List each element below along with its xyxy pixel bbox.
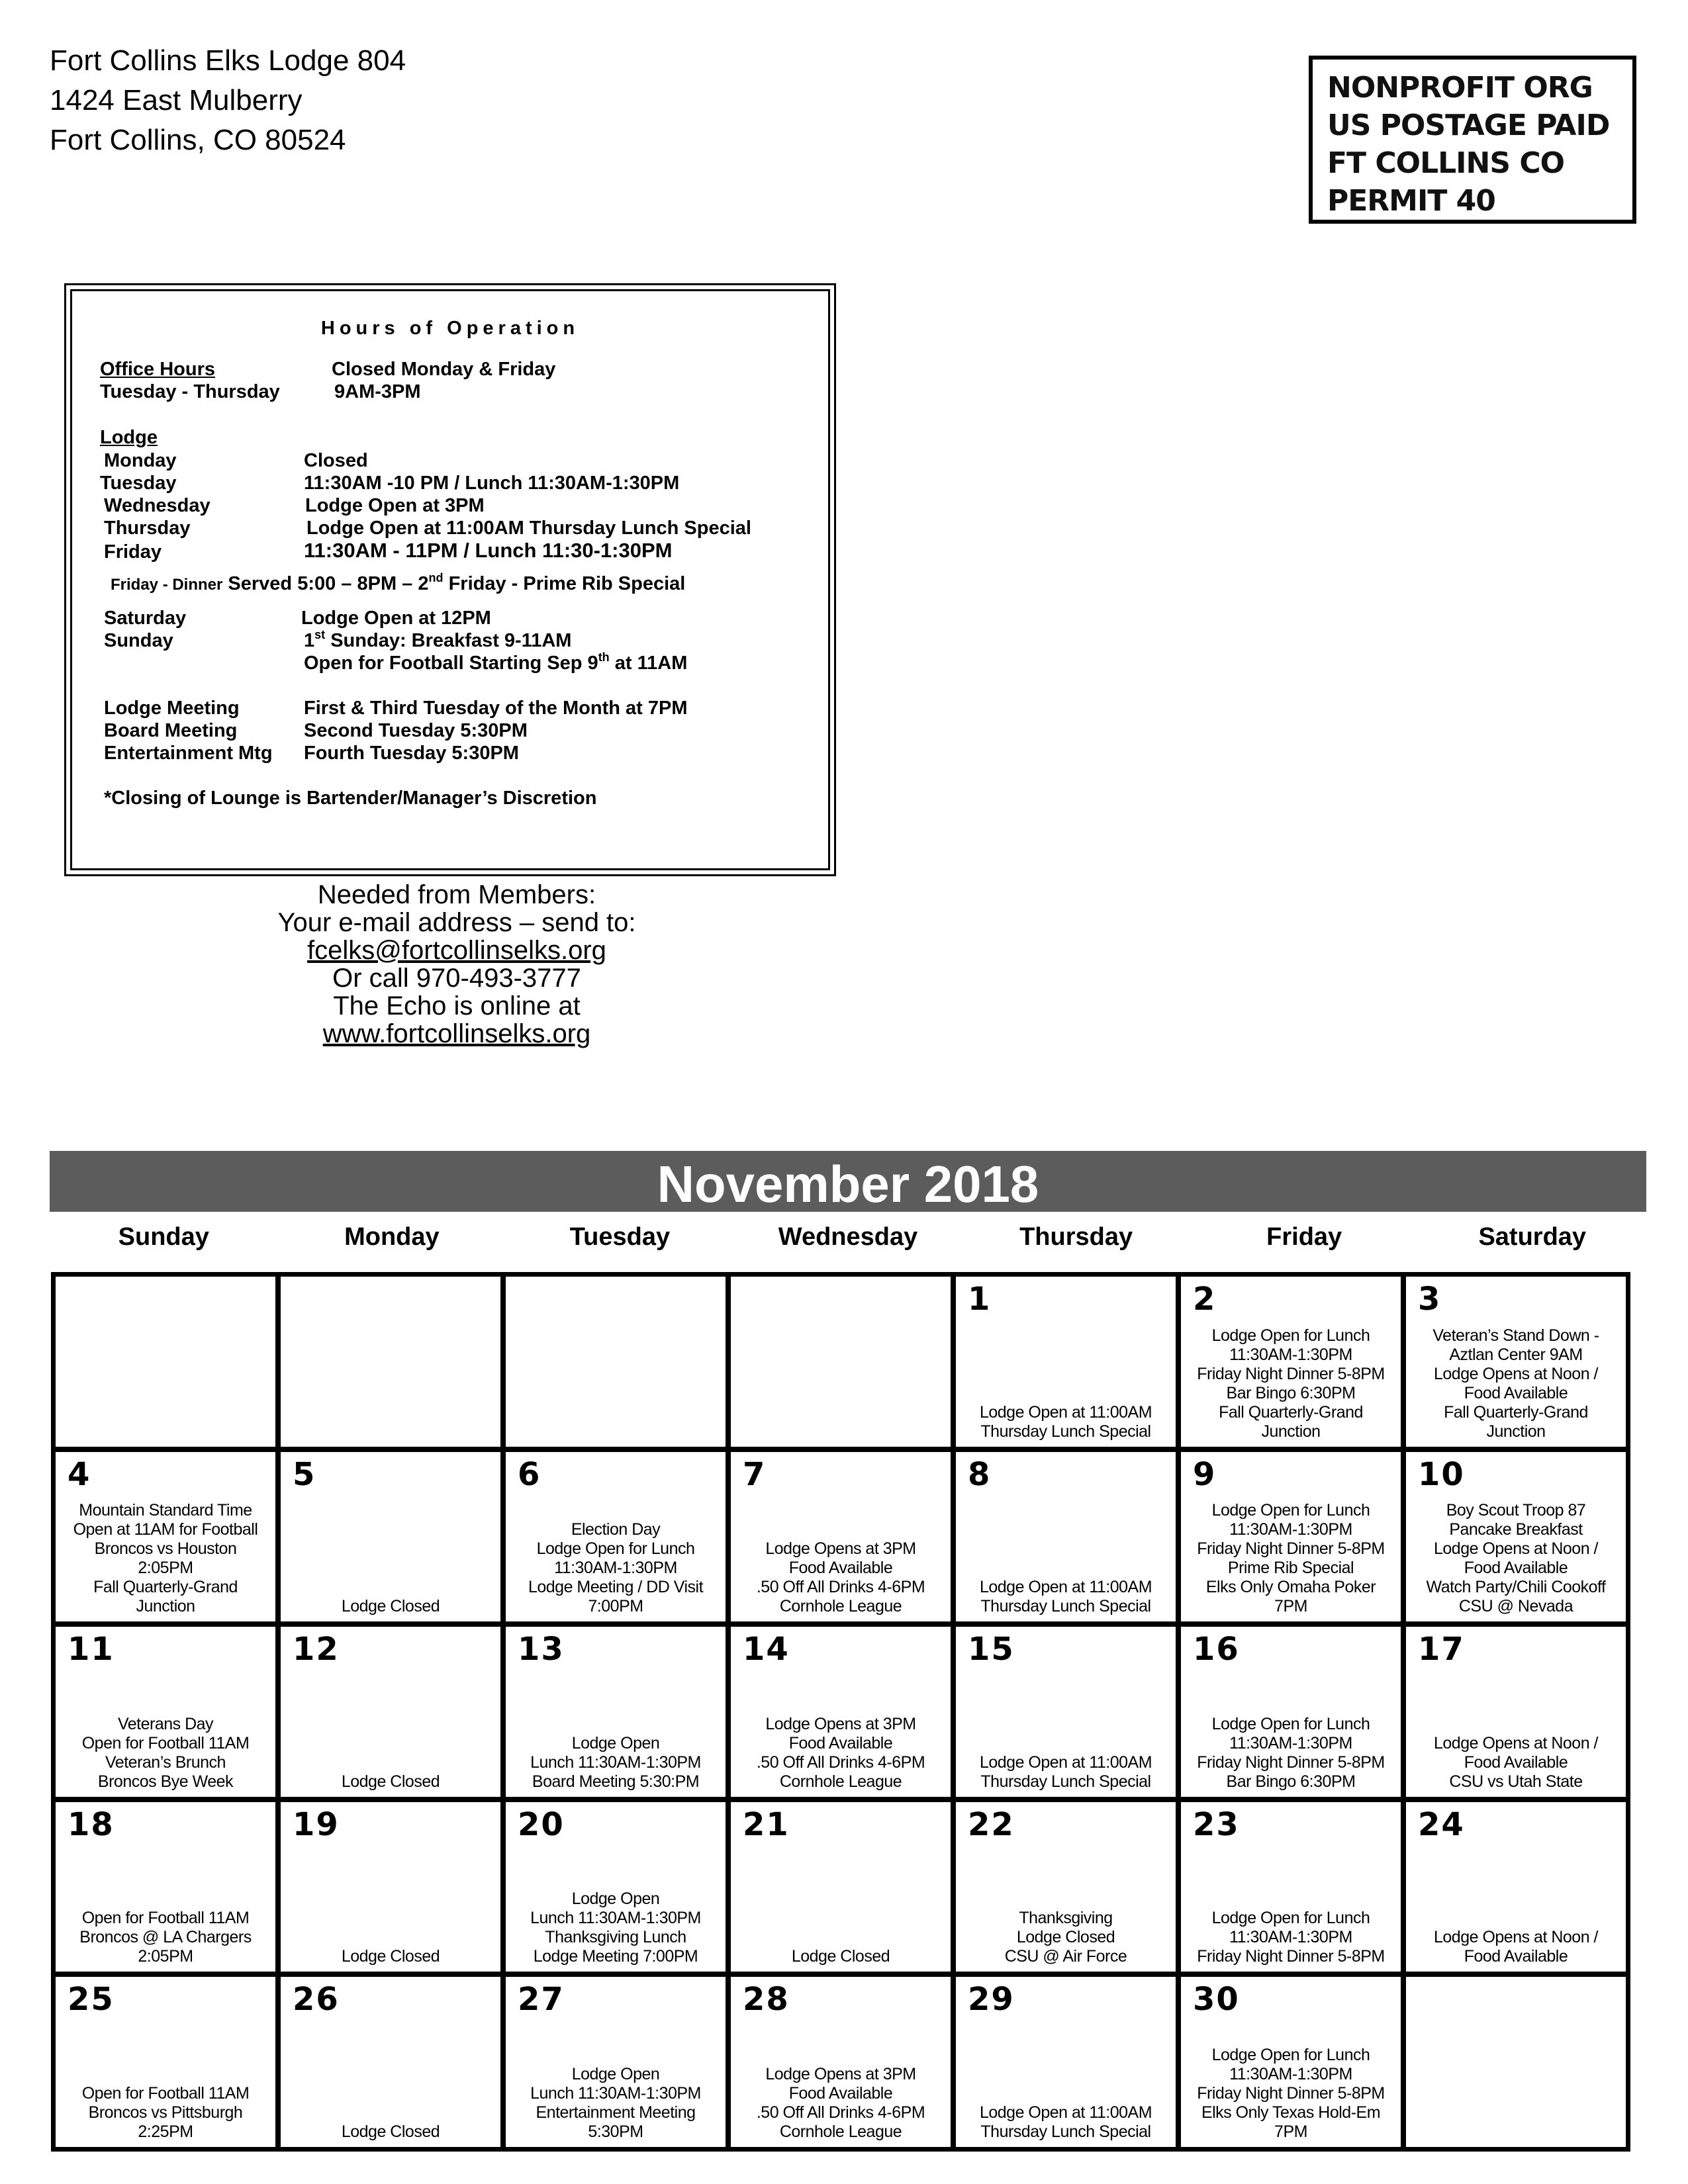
- event-line: Lodge Closed: [1016, 1928, 1115, 1947]
- friday-dinner-special: Friday - Prime Rib Special: [448, 573, 686, 594]
- day-events: [1407, 1326, 1624, 1441]
- day-number: 16: [1193, 1631, 1240, 1668]
- office-time: 9AM-3PM: [334, 381, 421, 402]
- calendar-day-cell: [503, 1624, 728, 1799]
- event-line: Food Available: [1464, 1383, 1568, 1402]
- calendar-day-cell: [278, 1799, 503, 1975]
- event-line: 5:30PM: [588, 2122, 643, 2141]
- event-line: Bar Bingo 6:30PM: [1226, 1383, 1356, 1402]
- day-events: [1182, 1715, 1399, 1792]
- day-events: [1182, 2046, 1399, 2142]
- event-line: 11:30AM-1:30PM: [1229, 2065, 1352, 2083]
- event-line: 11:30AM-1:30PM: [1229, 1520, 1352, 1539]
- dow-sunday: Sunday: [118, 1223, 209, 1251]
- day-number: 13: [518, 1631, 565, 1668]
- event-line: Fall Quarterly-Grand: [1444, 1402, 1588, 1422]
- event-line: Open at 11AM for Football: [73, 1520, 258, 1539]
- sunday-label: Sunday: [104, 630, 173, 651]
- event-line: 7PM: [1274, 1597, 1307, 1616]
- event-line: Lodge Open at 11:00AM: [979, 1578, 1152, 1597]
- day-events: [57, 1501, 274, 1616]
- calendar-day-cell: [1178, 1974, 1403, 2150]
- calendar-day-cell: [503, 1449, 728, 1625]
- event-line: Lodge Open for Lunch: [1211, 1909, 1370, 1928]
- event-line: Lodge Opens at Noon /: [1433, 1364, 1599, 1383]
- event-line: Entertainment Meeting: [536, 2103, 696, 2122]
- monday-label: Monday: [104, 450, 177, 471]
- event-line: Cornhole League: [779, 1772, 902, 1791]
- sunday-hours: [304, 630, 571, 652]
- event-line: Lodge Closed: [341, 2122, 440, 2141]
- office-closed-days: Closed Monday & Friday: [332, 359, 556, 380]
- calendar-day-cell: [953, 1974, 1178, 2150]
- event-line: Thursday Lunch Special: [980, 1597, 1151, 1616]
- day-number: 30: [1193, 1981, 1240, 2019]
- day-number: 27: [518, 1981, 565, 2019]
- friday-dinner-line: [111, 573, 685, 595]
- event-line: Friday Night Dinner 5-8PM: [1197, 2084, 1385, 2103]
- event-line: Boy Scout Troop 87: [1446, 1501, 1586, 1520]
- calendar-day-cell: [1403, 1274, 1628, 1449]
- event-line: CSU @ Air Force: [1004, 1947, 1127, 1966]
- event-line: Lodge Opens at 3PM: [765, 2065, 916, 2083]
- wednesday-hours: Lodge Open at 3PM: [305, 495, 485, 516]
- calendar-day-cell: [278, 1449, 503, 1625]
- event-line: Watch Party/Chili Cookoff: [1426, 1578, 1606, 1597]
- calendar-day-cell: [728, 1449, 953, 1625]
- event-line: Lodge Open: [571, 1889, 660, 1909]
- calendar-day-cell: [53, 1974, 278, 2150]
- event-line: Thanksgiving Lunch: [545, 1928, 686, 1947]
- contact-line-5: The Echo is online at: [333, 991, 581, 1021]
- event-line: Food Available: [1464, 1559, 1568, 1578]
- event-line: 11:30AM-1:30PM: [554, 1559, 677, 1578]
- event-line: Veteran’s Stand Down -: [1432, 1326, 1599, 1345]
- day-events: [282, 1597, 499, 1616]
- day-events: [957, 1909, 1174, 1966]
- day-events: [57, 2084, 274, 2142]
- day-number: 12: [293, 1631, 340, 1668]
- day-number: 21: [743, 1805, 790, 1843]
- day-events: [732, 1539, 949, 1616]
- event-line: Lodge Opens at Noon /: [1433, 1539, 1599, 1559]
- days-of-week-header: [50, 1218, 1646, 1255]
- calendar-day-cell: [53, 1624, 278, 1799]
- board-meeting-time: Second Tuesday 5:30PM: [304, 720, 528, 741]
- day-number: 25: [68, 1981, 115, 2019]
- tuesday-hours: 11:30AM -10 PM / Lunch 11:30AM-1:30PM: [304, 473, 680, 494]
- postage-line-1: NONPROFIT ORG: [1327, 71, 1593, 105]
- day-events: [57, 1909, 274, 1966]
- calendar-day-cell: [1403, 1449, 1628, 1625]
- event-line: Lunch 11:30AM-1:30PM: [530, 1752, 701, 1772]
- day-number: 1: [968, 1281, 992, 1318]
- event-line: 7PM: [1274, 2122, 1307, 2141]
- wednesday-label: Wednesday: [104, 495, 211, 516]
- event-line: Lodge Opens at Noon /: [1433, 1928, 1599, 1947]
- calendar-title: November 2018: [50, 1151, 1646, 1212]
- day-events: [282, 1772, 499, 1792]
- contact-phone: Or call 970-493-3777: [332, 964, 581, 993]
- event-line: 7:00PM: [588, 1597, 643, 1616]
- office-days: Tuesday - Thursday: [100, 381, 280, 402]
- contact-line-2: Your e-mail address – send to:: [277, 908, 636, 937]
- event-line: Open for Football 11AM: [81, 1733, 250, 1752]
- day-number: 7: [743, 1455, 767, 1493]
- event-line: 2:05PM: [138, 1947, 193, 1966]
- event-line: Lunch 11:30AM-1:30PM: [530, 1909, 701, 1928]
- day-events: [1407, 1928, 1624, 1966]
- day-number: 14: [743, 1631, 790, 1668]
- event-line: Lodge Open at 11:00AM: [979, 2103, 1152, 2122]
- day-events: [1407, 1501, 1624, 1616]
- event-line: Thursday Lunch Special: [980, 1772, 1151, 1791]
- day-number: 5: [293, 1455, 316, 1493]
- friday-dinner-prefix: Friday - Dinner: [111, 576, 223, 594]
- calendar-empty-cell: [1403, 1974, 1628, 2150]
- day-events: [732, 1715, 949, 1792]
- calendar-day-cell: [53, 1799, 278, 1975]
- calendar-day-cell: [953, 1449, 1178, 1625]
- day-number: 2: [1193, 1281, 1217, 1318]
- calendar-grid: [51, 1272, 1630, 2152]
- day-number: 6: [518, 1455, 541, 1493]
- dow-tuesday: Tuesday: [569, 1223, 671, 1251]
- sunday-ordinal-suffix: st: [314, 628, 326, 641]
- day-events: [507, 2065, 724, 2142]
- event-line: Friday Night Dinner 5-8PM: [1197, 1364, 1385, 1383]
- event-line: Lodge Open for Lunch: [1211, 1501, 1370, 1520]
- calendar-day-cell: [503, 1974, 728, 2150]
- event-line: Lodge Open at 11:00AM: [979, 1752, 1152, 1772]
- event-line: Broncos vs Pittsburgh: [88, 2103, 243, 2122]
- event-line: Junction: [1486, 1422, 1546, 1441]
- event-line: Veteran’s Brunch: [105, 1752, 226, 1772]
- calendar-day-cell: [953, 1624, 1178, 1799]
- event-line: 11:30AM-1:30PM: [1229, 1928, 1352, 1947]
- event-line: 2:25PM: [138, 2122, 193, 2141]
- saturday-hours: Lodge Open at 12PM: [301, 608, 491, 629]
- calendar-day-cell: [1178, 1449, 1403, 1625]
- event-line: Elks Only Texas Hold-Em: [1201, 2103, 1381, 2122]
- day-events: [507, 1889, 724, 1966]
- event-line: Lodge Closed: [341, 1597, 440, 1616]
- day-number: 3: [1418, 1281, 1442, 1318]
- event-line: Lodge Opens at 3PM: [765, 1714, 916, 1733]
- event-line: Mountain Standard Time: [79, 1501, 252, 1520]
- event-line: Friday Night Dinner 5-8PM: [1197, 1752, 1385, 1772]
- day-events: [1182, 1909, 1399, 1966]
- email-link[interactable]: fcelks@fortcollinselks.org: [307, 936, 606, 965]
- event-line: Fall Quarterly-Grand: [1219, 1402, 1363, 1422]
- event-line: Lodge Opens at 3PM: [765, 1539, 916, 1559]
- event-line: Lodge Closed: [341, 1947, 440, 1966]
- day-number: 15: [968, 1631, 1015, 1668]
- event-line: 11:30AM-1:30PM: [1229, 1733, 1352, 1752]
- event-line: Cornhole League: [779, 1597, 902, 1616]
- day-number: 26: [293, 1981, 340, 2019]
- event-line: .50 Off All Drinks 4-6PM: [756, 1752, 925, 1772]
- sunday-breakfast: Sunday: Breakfast 9-11AM: [330, 630, 572, 651]
- event-line: Food Available: [1464, 1752, 1568, 1772]
- event-line: Lodge Meeting / DD Visit: [528, 1578, 704, 1597]
- day-events: [282, 1947, 499, 1966]
- calendar-day-cell: [953, 1799, 1178, 1975]
- event-line: Bar Bingo 6:30PM: [1226, 1772, 1356, 1791]
- event-line: Lodge Open at 11:00AM: [979, 1402, 1152, 1422]
- calendar-empty-cell: [278, 1274, 503, 1449]
- hours-of-operation-box: [64, 283, 836, 876]
- day-events: [1182, 1326, 1399, 1441]
- hours-inner-frame: [70, 289, 830, 870]
- day-events: [732, 1947, 949, 1966]
- friday-dinner-text: Served 5:00 – 8PM – 2: [228, 573, 429, 594]
- calendar-empty-cell: [728, 1274, 953, 1449]
- thursday-label: Thursday: [104, 518, 191, 539]
- event-line: Lunch 11:30AM-1:30PM: [530, 2084, 701, 2103]
- event-line: Food Available: [788, 1733, 893, 1752]
- board-meeting-label: Board Meeting: [104, 720, 238, 741]
- postage-indicia: [1309, 56, 1636, 224]
- event-line: Board Meeting 5:30:PM: [532, 1772, 700, 1791]
- address-line-3: Fort Collins, CO 80524: [50, 124, 346, 156]
- event-line: CSU vs Utah State: [1449, 1772, 1583, 1791]
- event-line: Junction: [136, 1597, 195, 1616]
- event-line: Thursday Lunch Special: [980, 1422, 1151, 1441]
- lodge-meeting-time: First & Third Tuesday of the Month at 7PM: [304, 698, 688, 719]
- dow-wednesday: Wednesday: [778, 1223, 918, 1251]
- day-events: [957, 2103, 1174, 2142]
- calendar-day-cell: [278, 1624, 503, 1799]
- day-events: [957, 1753, 1174, 1792]
- return-address: [50, 41, 406, 160]
- event-line: .50 Off All Drinks 4-6PM: [756, 2103, 925, 2122]
- event-line: Elks Only Omaha Poker: [1205, 1578, 1376, 1597]
- event-line: Fall Quarterly-Grand: [93, 1578, 238, 1597]
- calendar-day-cell: [728, 1974, 953, 2150]
- day-events: [507, 1520, 724, 1616]
- friday-dinner-ordinal: nd: [428, 571, 444, 584]
- calendar-day-cell: [1403, 1624, 1628, 1799]
- day-number: 8: [968, 1455, 992, 1493]
- event-line: Election Day: [571, 1520, 661, 1539]
- event-line: 11:30AM-1:30PM: [1229, 1345, 1352, 1364]
- day-number: 4: [68, 1455, 91, 1493]
- calendar-day-cell: [1403, 1799, 1628, 1975]
- event-line: Lodge Open: [571, 2065, 660, 2083]
- day-number: 17: [1418, 1631, 1465, 1668]
- football-time: at 11AM: [614, 653, 688, 674]
- contact-line-1: Needed from Members:: [317, 880, 596, 909]
- website-link[interactable]: www.fortcollinselks.org: [322, 1019, 591, 1048]
- calendar-day-cell: [1178, 1799, 1403, 1975]
- day-events: [957, 1578, 1174, 1616]
- day-number: 28: [743, 1981, 790, 2019]
- event-line: Open for Football 11AM: [81, 2084, 250, 2103]
- day-number: 19: [293, 1805, 340, 1843]
- event-line: Lodge Closed: [791, 1947, 890, 1966]
- event-line: Pancake Breakfast: [1449, 1520, 1583, 1539]
- event-line: Friday Night Dinner 5-8PM: [1197, 1539, 1385, 1559]
- event-line: Food Available: [1464, 1947, 1568, 1966]
- event-line: Thanksgiving: [1019, 1909, 1113, 1928]
- calendar-day-cell: [728, 1624, 953, 1799]
- event-line: Thursday Lunch Special: [980, 2122, 1151, 2141]
- calendar-empty-cell: [503, 1274, 728, 1449]
- dow-saturday: Saturday: [1478, 1223, 1587, 1251]
- day-number: 24: [1418, 1805, 1465, 1843]
- event-line: CSU @ Nevada: [1458, 1597, 1573, 1616]
- day-number: 20: [518, 1805, 565, 1843]
- sunday-ordinal-num: 1: [304, 630, 315, 651]
- event-line: Food Available: [788, 2084, 893, 2103]
- calendar-empty-cell: [53, 1274, 278, 1449]
- day-events: [282, 2122, 499, 2142]
- day-events: [732, 2065, 949, 2142]
- event-line: Food Available: [788, 1559, 893, 1578]
- event-line: Friday Night Dinner 5-8PM: [1197, 1947, 1385, 1966]
- event-line: Lodge Open for Lunch: [1211, 1714, 1370, 1733]
- postage-line-3: FT COLLINS CO: [1327, 146, 1565, 180]
- friday-label: Friday: [104, 541, 162, 563]
- event-line: Lodge Meeting 7:00PM: [533, 1947, 698, 1966]
- football-text: Open for Football Starting Sep 9: [304, 653, 598, 674]
- day-number: 18: [68, 1805, 115, 1843]
- event-line: .50 Off All Drinks 4-6PM: [756, 1578, 925, 1597]
- day-number: 9: [1193, 1455, 1217, 1493]
- dow-friday: Friday: [1266, 1223, 1342, 1251]
- calendar-day-cell: [53, 1449, 278, 1625]
- hours-title: Hours of Operation: [320, 318, 580, 339]
- football-hours: [304, 653, 687, 674]
- entertainment-meeting-time: Fourth Tuesday 5:30PM: [304, 743, 519, 764]
- event-line: Veterans Day: [117, 1714, 214, 1733]
- closing-note: *Closing of Lounge is Bartender/Manager’s Discretion: [104, 788, 597, 809]
- lodge-meeting-label: Lodge Meeting: [104, 698, 240, 719]
- members-contact: [199, 881, 715, 1048]
- address-line-2: 1424 East Mulberry: [50, 84, 303, 116]
- event-line: Lodge Open: [571, 1733, 660, 1752]
- calendar-day-cell: [503, 1799, 728, 1975]
- day-events: [1407, 1734, 1624, 1792]
- thursday-hours: Lodge Open at 11:00AM Thursday Lunch Special: [306, 518, 751, 539]
- event-line: Prime Rib Special: [1227, 1559, 1354, 1578]
- day-events: [57, 1715, 274, 1792]
- friday-hours: 11:30AM - 11PM / Lunch 11:30-1:30PM: [304, 539, 673, 562]
- day-events: [1182, 1501, 1399, 1616]
- event-line: Aztlan Center 9AM: [1449, 1345, 1583, 1364]
- calendar-day-cell: [1178, 1274, 1403, 1449]
- dow-monday: Monday: [344, 1223, 440, 1251]
- event-line: Lodge Open for Lunch: [536, 1539, 695, 1559]
- event-line: Open for Football 11AM: [81, 1909, 250, 1928]
- day-number: 11: [68, 1631, 115, 1668]
- calendar-day-cell: [953, 1274, 1178, 1449]
- saturday-label: Saturday: [104, 608, 187, 629]
- monday-hours: Closed: [304, 450, 368, 471]
- day-number: 10: [1418, 1455, 1465, 1493]
- event-line: Junction: [1261, 1422, 1321, 1441]
- dow-thursday: Thursday: [1019, 1223, 1133, 1251]
- entertainment-meeting-label: Entertainment Mtg: [104, 743, 273, 764]
- event-line: Lodge Closed: [341, 1772, 440, 1791]
- lodge-label: Lodge: [100, 427, 158, 448]
- event-line: Broncos @ LA Chargers: [79, 1928, 252, 1947]
- tuesday-label: Tuesday: [100, 473, 177, 494]
- day-events: [957, 1403, 1174, 1441]
- calendar-day-cell: [278, 1974, 503, 2150]
- event-line: Lodge Open for Lunch: [1211, 1326, 1370, 1345]
- day-number: 29: [968, 1981, 1015, 2019]
- address-line-1: Fort Collins Elks Lodge 804: [50, 44, 406, 77]
- event-line: 2:05PM: [138, 1559, 193, 1578]
- event-line: Lodge Open for Lunch: [1211, 2046, 1370, 2064]
- event-line: Broncos vs Houston: [94, 1539, 237, 1559]
- event-line: Broncos Bye Week: [97, 1772, 234, 1791]
- day-number: 22: [968, 1805, 1015, 1843]
- calendar-day-cell: [1178, 1624, 1403, 1799]
- day-number: 23: [1193, 1805, 1240, 1843]
- day-events: [507, 1734, 724, 1792]
- office-hours-label: Office Hours: [100, 359, 216, 380]
- event-line: Cornhole League: [779, 2122, 902, 2141]
- event-line: Lodge Opens at Noon /: [1433, 1733, 1599, 1752]
- calendar-day-cell: [728, 1799, 953, 1975]
- postage-line-4: PERMIT 40: [1327, 184, 1495, 218]
- postage-line-2: US POSTAGE PAID: [1327, 109, 1610, 142]
- football-ordinal: th: [598, 651, 610, 664]
